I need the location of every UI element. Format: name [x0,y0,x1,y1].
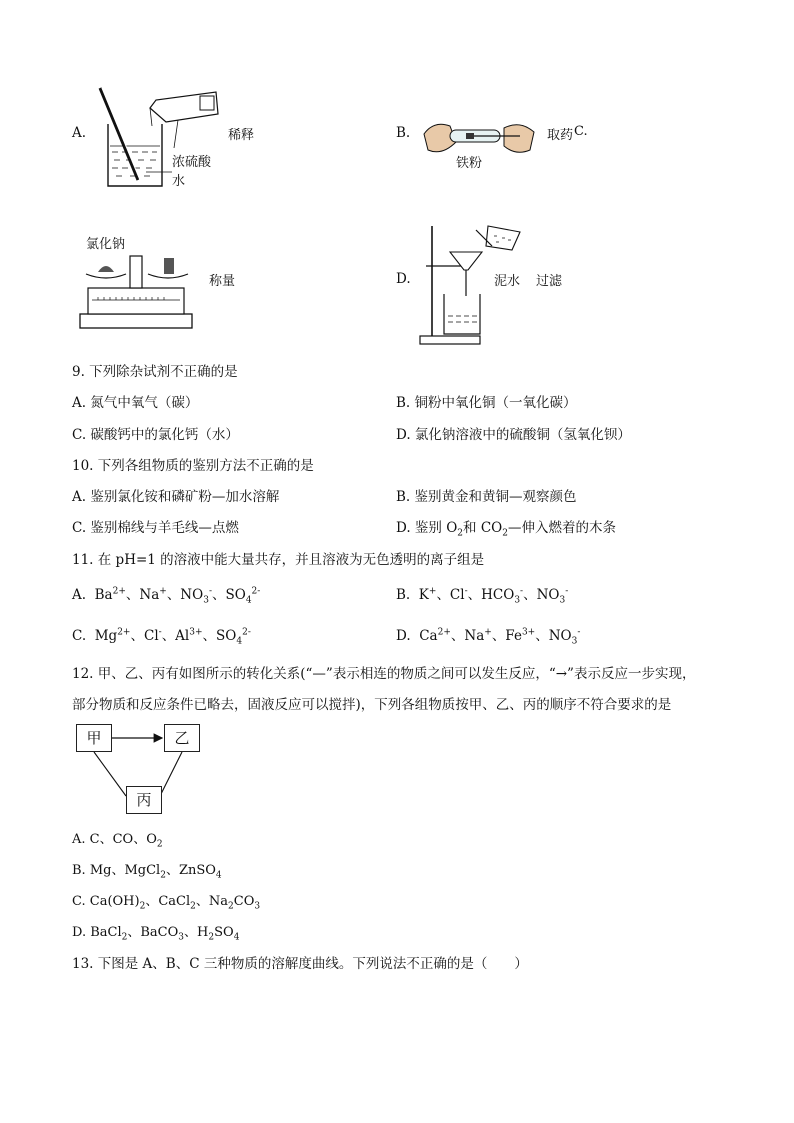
q12-c-text3: 、Na [195,894,229,909]
q11-stem: 11. 在 pH=1 的溶液中能大量共存，并且溶液为无色透明的离子组是 [72,552,485,568]
q11-b-letter: B. [396,587,411,603]
q12-option-d: D. BaCl$_2$、BaCO$_3$、$H_2SO_4$ [72,925,240,943]
label-muddy-water: 泥水 [494,274,521,289]
q10-stem: 10. 下列各组物质的鉴别方法不正确的是 [72,458,314,474]
q11-option-d: D. $Ca^{2+}$、Na+、$Fe^{3+}$、$NO_3^-$ [396,627,581,647]
q11-option-b: B. K+、Cl-、$HCO_3^-$、$NO_3^-$ [396,586,569,606]
box-yi: 乙 [164,724,200,752]
q12-b-text: B. Mg、MgCl [72,863,161,878]
option-a-letter: A. [72,125,87,141]
q9-option-b: B. 铜粉中氧化铜（一氧化碳） [396,395,577,411]
q12-d-text3: 、H [184,925,209,940]
q10-d-post: —伸入燃着的木条 [507,520,616,536]
q10-option-a: A. 鉴别氯化铵和磷矿粉—加水溶解 [72,489,280,505]
q10-option-b: B. 鉴别黄金和黄铜—观察颜色 [396,489,577,505]
dilution-apparatus [92,86,232,196]
q10-d-mid: 和 CO [463,520,503,536]
q11-c-letter: C. [72,628,87,644]
q11-option-c: C. $Mg^{2+}$、Cl-、$Al^{3+}$、$SO_4^{2-}$ [72,627,251,647]
q12-c-text2: 、CaCl [145,894,191,909]
q12-d-text2: 、BaCO [127,925,179,940]
box-jia: 甲 [76,724,112,752]
label-conc-acid: 浓硫酸 [172,155,212,170]
q11-a-letter: A. [72,587,87,603]
label-water: 水 [172,174,186,189]
q10-option-d: D. 鉴别 $O_2$和 $CO_2—$伸入燃着的木条 [396,520,616,539]
q10-d-pre: D. 鉴别 O [396,520,458,536]
q12-stem-line1: 12. 甲、乙、丙有如图所示的转化关系(“—”表示相连的物质之间可以发生反应，“→”表示反应一步实现， [72,666,696,682]
q12-a-text: A. C、CO、O [72,832,157,847]
q12-stem-line2: 部分物质和反应条件已略去，固液反应可以搅拌)，下列各组物质按甲、乙、丙的顺序不符合要求的是 [72,697,672,713]
q12-option-b: B. Mg、MgCl$_2$、ZnSO$_4$ [72,863,222,881]
q12-option-c: C. $Ca(OH)_2$、CaCl$_2$、$Na_2CO_3$ [72,894,261,912]
label-weigh: 称量 [209,274,236,289]
q9-option-a: A. 氮气中氧气（碳） [72,395,199,411]
q12-option-a: A. C、CO、$O_2$ [72,832,163,850]
box-bing: 丙 [126,786,162,814]
q9-option-d: D. 氯化钠溶液中的硫酸铜（氢氧化钡） [396,427,631,443]
q12-c-text: C. Ca(OH) [72,894,140,909]
q13-stem: 13. 下图是 A、B、C 三种物质的溶解度曲线。下列说法不正确的是（ ） [72,956,528,972]
q12-b-text2: 、ZnSO [165,863,216,878]
q12-c-text4: CO [233,894,255,909]
label-nacl: 氯化钠 [86,237,126,252]
q12-d-text: D. BaCl [72,925,122,940]
option-d-letter: D. [396,271,411,287]
q11-option-a: A. $Ba^{2+}$、Na+、$NO_3^-$、$SO_4^{2-}$ [72,586,261,606]
balance-scale [78,248,196,330]
option-b-letter: B. [396,125,411,141]
q11-d-letter: D. [396,628,411,644]
label-take-drug: 取药 [547,128,574,143]
q9-option-c: C. 碳酸钙中的氯化钙（水） [72,427,239,443]
q12-d-text4: SO [214,925,234,940]
option-c-letter: C. [574,124,588,139]
label-iron-powder: 铁粉 [456,156,483,171]
q9-stem: 9. 下列除杂试剂不正确的是 [72,364,238,380]
label-filter: 过滤 [536,274,563,289]
label-dilute: 稀释 [228,128,255,143]
q10-option-c: C. 鉴别棉线与羊毛线—点燃 [72,520,239,536]
